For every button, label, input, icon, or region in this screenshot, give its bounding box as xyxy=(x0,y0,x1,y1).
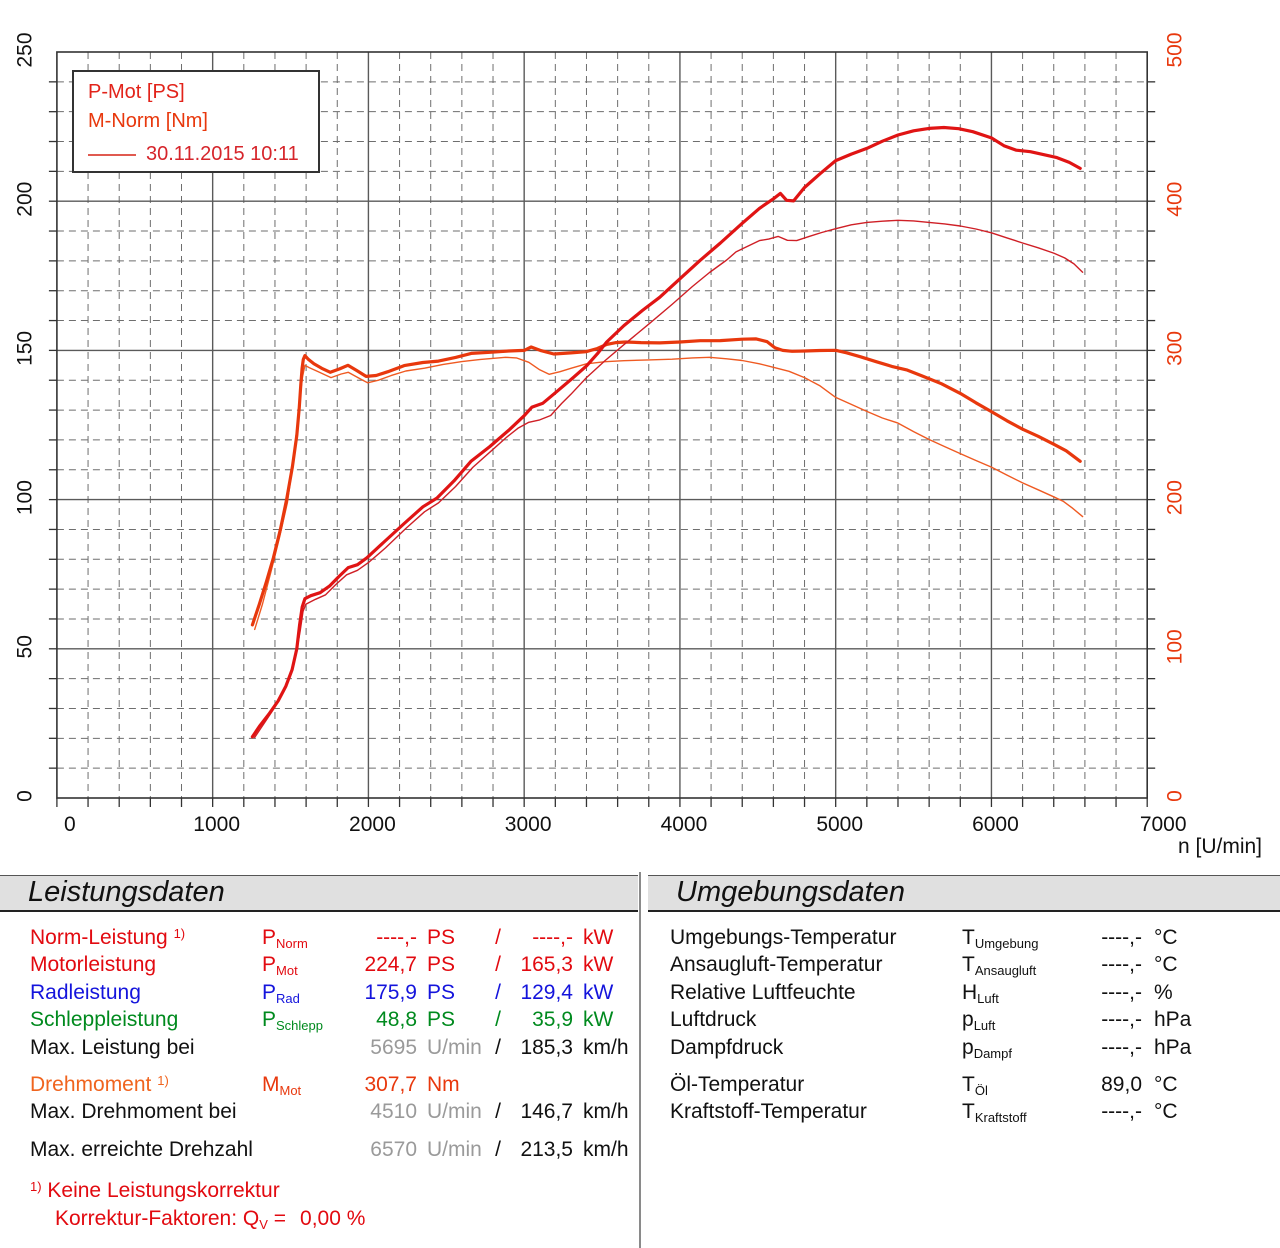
table-row xyxy=(0,1035,638,1062)
table-row xyxy=(648,1035,1280,1062)
unit: hPa xyxy=(1154,1035,1192,1059)
unit-secondary: kW xyxy=(583,1008,614,1032)
x-axis-tick-label: 5000 xyxy=(816,813,864,836)
symbol: $T_{Kraftstoff}$ xyxy=(962,1100,1027,1126)
row-label: Norm-Leistung $^{1)}$ xyxy=(30,926,186,949)
x-axis-tick-label: 2000 xyxy=(349,813,396,836)
umgebungsdaten-rows xyxy=(648,912,1280,1127)
correction-factor-value: 0,00 % xyxy=(300,1207,366,1231)
value-secondary xyxy=(506,1072,573,1099)
value-primary: 307,7 xyxy=(364,1072,417,1096)
unit-secondary: km/h xyxy=(583,1035,629,1059)
value: ----,- xyxy=(1101,1100,1142,1124)
unit: hPa xyxy=(1154,1008,1192,1032)
symbol: $P_{Mot}$ xyxy=(262,953,298,979)
unit: °C xyxy=(1154,1072,1178,1096)
footnote-subscript: V xyxy=(259,1217,268,1233)
symbol-subscript: Dampf xyxy=(973,1045,1012,1061)
value-secondary: 185,3 xyxy=(520,1035,573,1059)
leistungsdaten-rows xyxy=(0,912,638,1164)
x-axis-tick-label: 1000 xyxy=(193,813,241,836)
value: ----,- xyxy=(1101,953,1142,977)
footnote-marker: 1) xyxy=(30,1179,42,1195)
value: 89,0 xyxy=(1101,1072,1142,1096)
symbol-subscript: Mot xyxy=(276,963,298,979)
unit-secondary: km/h xyxy=(583,1137,629,1161)
unit-primary: U/min xyxy=(427,1035,482,1059)
symbol-subscript: Öl xyxy=(974,1082,988,1098)
table-row xyxy=(0,925,638,952)
unit: °C xyxy=(1154,926,1178,949)
value: ----,- xyxy=(1101,1035,1142,1059)
curve-m-norm-ref xyxy=(255,357,1083,629)
y-left-tick-label: 250 xyxy=(13,32,37,68)
unit-primary: PS xyxy=(427,953,456,977)
value-primary: 224,7 xyxy=(364,953,417,977)
table-row xyxy=(0,1072,638,1099)
curve-p-mot xyxy=(252,128,1080,737)
table-row xyxy=(0,980,638,1007)
table-row xyxy=(648,1099,1280,1126)
symbol: $P_{Norm}$ xyxy=(262,926,308,951)
legend-label-mnorm: M-Norm [Nm] xyxy=(88,110,208,132)
panel-title-umgebungsdaten: Umgebungsdaten xyxy=(648,875,1280,912)
footnote xyxy=(0,1177,638,1233)
row-label: Umgebungs-Temperatur xyxy=(670,926,897,949)
unit-secondary: kW xyxy=(583,953,614,977)
x-axis-tick-label: 6000 xyxy=(972,813,1019,836)
slash: / xyxy=(495,980,501,1004)
x-axis-tick-label: 0 xyxy=(64,813,76,836)
symbol-subscript: Ansaugluft xyxy=(974,963,1037,979)
table-row xyxy=(648,952,1280,979)
legend-line-sample-icon xyxy=(88,154,136,156)
data-panels xyxy=(0,872,1280,1248)
value-primary: 4510 xyxy=(370,1100,417,1124)
y-right-tick-label: 0 xyxy=(1163,790,1187,802)
table-row xyxy=(0,952,638,979)
y-left-tick-label: 200 xyxy=(13,181,37,217)
x-axis-tick-label: 4000 xyxy=(660,813,708,836)
unit-primary: U/min xyxy=(427,1100,482,1124)
row-label: Max. erreichte Drehzahl xyxy=(30,1137,253,1161)
symbol: $H_{Luft}$ xyxy=(962,980,999,1006)
symbol: $T_{Umgebung}$ xyxy=(962,926,1039,951)
unit-secondary: kW xyxy=(583,980,614,1004)
footnote-marker: 1) xyxy=(157,1072,169,1088)
x-axis-tick-label: 7000 xyxy=(1139,813,1187,836)
unit-primary: Nm xyxy=(427,1072,460,1096)
value-primary: ----,- xyxy=(376,926,417,949)
slash xyxy=(490,1072,506,1099)
value-secondary: 129,4 xyxy=(520,980,573,1004)
y-right-tick-label: 200 xyxy=(1163,480,1187,516)
x-axis-tick-label: 3000 xyxy=(504,813,552,836)
unit-primary: PS xyxy=(427,926,456,949)
y-left-tick-label: 0 xyxy=(13,790,37,802)
unit: °C xyxy=(1154,953,1178,977)
value-primary: 5695 xyxy=(370,1035,417,1059)
unit: % xyxy=(1154,980,1173,1004)
symbol: $T_{Ansaugluft}$ xyxy=(962,953,1037,979)
symbol: $P_{Schlepp}$ xyxy=(262,1008,323,1034)
slash: / xyxy=(495,926,501,949)
unit-secondary: km/h xyxy=(583,1100,629,1124)
x-axis-title: n [U/min] xyxy=(1178,835,1263,858)
table-row xyxy=(0,1007,638,1034)
unit-secondary: kW xyxy=(583,926,614,949)
row-label: Kraftstoff-Temperatur xyxy=(670,1100,867,1124)
unit-primary: PS xyxy=(427,980,456,1004)
y-right-tick-label: 300 xyxy=(1163,330,1187,366)
table-row xyxy=(0,1099,638,1126)
value-secondary: ----,- xyxy=(532,926,573,949)
legend-entry-mnorm xyxy=(88,107,318,136)
slash: / xyxy=(495,1100,501,1124)
symbol: $M_{Mot}$ xyxy=(262,1072,302,1098)
table-row xyxy=(648,980,1280,1007)
slash: / xyxy=(495,953,501,977)
value: ----,- xyxy=(1101,980,1142,1004)
row-label: Motorleistung xyxy=(30,953,157,977)
unit-secondary xyxy=(573,1072,640,1099)
symbol xyxy=(262,1137,328,1164)
row-label: Relative Luftfeuchte xyxy=(670,980,856,1004)
legend-run-date: 30.11.2015 10:11 xyxy=(146,143,299,165)
row-label: Luftdruck xyxy=(670,1008,757,1032)
row-label: Radleistung xyxy=(30,980,141,1004)
slash: / xyxy=(495,1008,501,1032)
row-label: Max. Drehmoment bei xyxy=(30,1100,237,1124)
table-row xyxy=(648,925,1280,952)
row-label: Öl-Temperatur xyxy=(670,1072,805,1096)
value-primary: 6570 xyxy=(370,1137,417,1161)
row-label: Max. Leistung bei xyxy=(30,1035,195,1059)
row-label: Drehmoment $^{1)}$ xyxy=(30,1072,169,1096)
y-right-tick-label: 100 xyxy=(1163,629,1187,665)
value-secondary: 213,5 xyxy=(520,1137,573,1161)
table-row xyxy=(0,1137,638,1164)
symbol: $P_{Rad}$ xyxy=(262,980,300,1006)
table-row xyxy=(648,1072,1280,1099)
value-secondary: 165,3 xyxy=(520,953,573,977)
value-secondary: 146,7 xyxy=(520,1100,573,1124)
curve-p-mot-ref xyxy=(255,220,1083,737)
value: ----,- xyxy=(1101,1008,1142,1032)
symbol-subscript: Luft xyxy=(973,1018,996,1034)
footnote-line2: Korrektur-Faktoren: $Q_V = 0,00$ % xyxy=(55,1207,366,1233)
symbol-subscript: Luft xyxy=(977,990,999,1006)
footnote-marker: 1) xyxy=(173,926,186,941)
unit-primary: PS xyxy=(427,1008,456,1032)
symbol-subscript: Kraftstoff xyxy=(974,1110,1027,1126)
y-right-tick-label: 400 xyxy=(1163,181,1187,217)
panel-umgebungsdaten xyxy=(648,875,1280,1127)
symbol: $p_{Luft}$ xyxy=(962,1008,996,1034)
symbol-subscript: Schlepp xyxy=(276,1018,323,1034)
value: ----,- xyxy=(1101,926,1142,949)
symbol-subscript: Mot xyxy=(279,1082,302,1098)
row-label: Dampfdruck xyxy=(670,1035,784,1059)
legend-label-pmot: P-Mot [PS] xyxy=(88,81,185,103)
symbol-subscript: Rad xyxy=(276,990,300,1006)
symbol-subscript: Norm xyxy=(276,936,308,951)
unit: °C xyxy=(1154,1100,1178,1124)
footnote-line1: $^{1)}$ Keine Leistungskorrektur xyxy=(30,1179,280,1203)
slash: / xyxy=(495,1137,501,1161)
panel-title-leistungsdaten: Leistungsdaten xyxy=(0,875,638,912)
value-secondary: 35,9 xyxy=(532,1008,573,1032)
panel-leistungsdaten xyxy=(0,875,638,1233)
symbol xyxy=(262,1099,328,1126)
slash: / xyxy=(495,1035,501,1059)
unit-primary: U/min xyxy=(427,1137,482,1161)
legend-run-entry xyxy=(88,140,318,169)
legend-entry-pmot xyxy=(88,78,318,107)
row-label: Ansaugluft-Temperatur xyxy=(670,953,883,977)
y-left-tick-label: 50 xyxy=(13,635,37,659)
symbol: $T_{Öl}$ xyxy=(962,1072,988,1098)
symbol: $p_{Dampf}$ xyxy=(962,1035,1012,1061)
chart-legend xyxy=(72,70,320,173)
y-right-tick-label: 500 xyxy=(1163,32,1187,68)
y-left-tick-label: 100 xyxy=(13,480,37,516)
value-primary: 48,8 xyxy=(376,1008,417,1032)
y-left-tick-label: 150 xyxy=(13,330,37,366)
curve-m-norm xyxy=(252,339,1080,625)
table-row xyxy=(648,1007,1280,1034)
symbol xyxy=(262,1035,328,1062)
symbol-subscript: Umgebung xyxy=(974,936,1039,951)
row-label: Schleppleistung xyxy=(30,1008,179,1032)
value-primary: 175,9 xyxy=(364,980,417,1004)
